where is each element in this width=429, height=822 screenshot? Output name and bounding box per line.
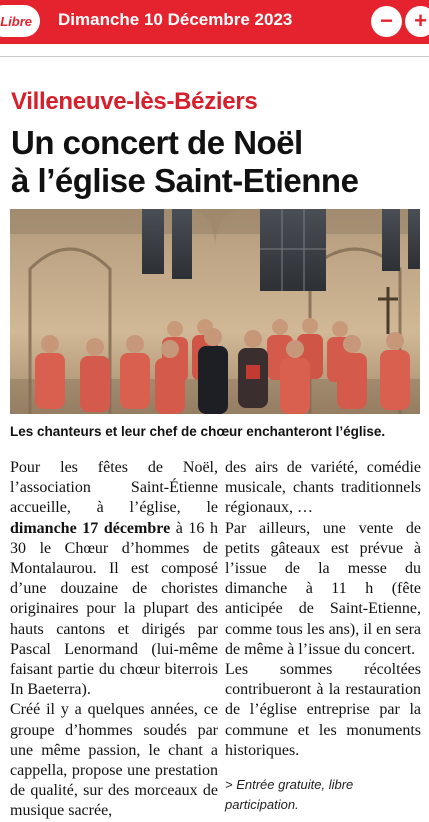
paragraph-1 xyxy=(10,458,218,700)
practical-info: > Entrée gratuite, libre participation. xyxy=(225,777,354,813)
article-column-1 xyxy=(10,458,218,822)
headline-line-2: à l’église Saint-Etienne xyxy=(11,162,359,199)
photo-caption: Les chanteurs et leur chef de chœur enchanteront l’église. xyxy=(10,424,386,439)
article-column-2 xyxy=(225,458,421,815)
article-photo xyxy=(10,209,420,414)
top-bar xyxy=(0,0,429,44)
paragraph-2: Créé il y a quelques années, ce groupe d’hommes soudés par une même passion, le chant a cappella, propose une prestation de qualité, sur des morceaux de musique sacrée, xyxy=(10,701,218,820)
event-date-bold: dimanche 17 décembre xyxy=(10,519,171,537)
article-headline xyxy=(11,124,421,200)
paragraph-4: Par ailleurs, une vente de petits gâteaux est prévue à l’issue de la messe du dimanche à 11 h (fête anticipée de Saint-Etienne, comme tous les ans), il en sera de même à l’issue du concert. xyxy=(225,519,421,658)
article-locality: Villeneuve-lès-Béziers xyxy=(11,88,258,115)
divider xyxy=(0,56,429,57)
paragraph-text: à 16 h 30 le Chœur d’hommes de Montalaurou. Il est composé d’une douzaine de choristes originaires pour la plupart des hauts cantons et dirigés par Pascal Lenormand (lui-même faisant partie du chœur biterrois In Baeterra). xyxy=(10,519,218,699)
headline-line-1: Un concert de Noël xyxy=(11,124,303,161)
zoom-out-button[interactable]: − xyxy=(371,6,402,37)
paragraph-3: des airs de variété, comédie musicale, chants traditionnels régionaux, … xyxy=(225,459,421,517)
paragraph-5: Les sommes récoltées contribueront à la restauration de l’église entreprise par la commune et les monuments historiques. xyxy=(225,661,421,759)
edition-date: Dimanche 10 Décembre 2023 xyxy=(58,10,293,29)
midi-libre-logo[interactable] xyxy=(0,5,40,37)
zoom-in-button[interactable]: + xyxy=(405,6,429,37)
choir-in-church-image xyxy=(10,209,420,414)
logo-text: Libre xyxy=(0,13,32,29)
paragraph-text: Pour les fêtes de Noël, l’association Saint-Étienne accueille, à l’église, le xyxy=(10,459,218,517)
